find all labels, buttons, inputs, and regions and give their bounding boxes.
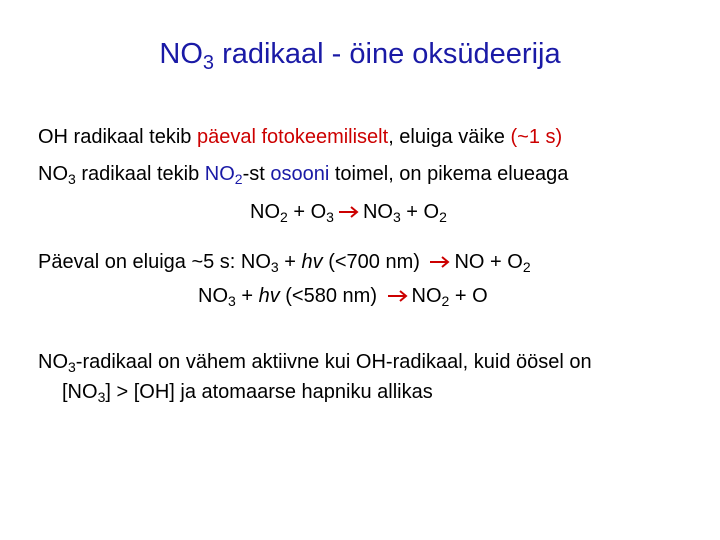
text-segment: Päeval on eluiga ~5 s: NO: [38, 251, 271, 273]
hv-symbol: hv: [258, 285, 280, 307]
title-no: NO: [159, 38, 203, 70]
subscript: 3: [228, 293, 236, 309]
subscript: 2: [441, 293, 450, 309]
line-reaction-formation: [250, 200, 447, 224]
text-highlight: osooni: [270, 163, 330, 185]
text-segment: + O: [449, 285, 488, 307]
subscript: 3: [68, 171, 76, 187]
text-segment: radikaal tekib: [75, 163, 205, 185]
text-segment: NO: [198, 285, 228, 307]
subscript: 2: [234, 171, 243, 187]
text-segment: NO + O: [454, 251, 523, 273]
subscript: 3: [270, 259, 279, 275]
subscript: 3: [68, 359, 76, 375]
subscript: 2: [439, 209, 447, 225]
text-segment: (<700 nm): [322, 251, 426, 273]
text-highlight: NO: [204, 163, 235, 185]
right-arrow-icon: [338, 205, 360, 219]
text-segment: NO: [411, 285, 442, 307]
subscript: 2: [280, 209, 288, 225]
text-segment: + O: [287, 201, 327, 223]
subscript: 3: [97, 389, 106, 405]
text-segment: toimel, on pikema elueaga: [329, 163, 569, 185]
subscript: 3: [392, 209, 401, 225]
text-segment: ] > [OH] ja atomaarse hapniku allikas: [105, 381, 433, 403]
text-segment: -st: [242, 163, 271, 185]
line-daytime-photolysis-1: [38, 250, 531, 274]
line-oh-radical: [38, 125, 562, 149]
text-highlight: päeval fotokeemiliselt: [196, 126, 389, 148]
text-segment: (<580 nm): [279, 285, 383, 307]
text-segment: NO: [38, 163, 68, 185]
text-segment: [NO: [62, 381, 98, 403]
slide-title: [0, 38, 720, 74]
text-segment: NO: [250, 201, 280, 223]
line-concentration-comparison: [62, 380, 433, 404]
line-no3-radical: [38, 162, 568, 186]
title-subscript: 3: [202, 52, 215, 74]
text-segment: -radikaal on vähem aktiivne kui OH-radikaal, kuid öösel on: [75, 351, 592, 373]
line-daytime-photolysis-2: [198, 284, 488, 308]
line-no3-less-active: [38, 350, 592, 374]
text-segment: + O: [400, 201, 440, 223]
subscript: 3: [326, 209, 334, 225]
right-arrow-icon: [429, 255, 451, 269]
hv-symbol: hv: [301, 251, 323, 273]
text-segment: NO: [362, 201, 393, 223]
text-highlight: (~1 s): [510, 126, 563, 148]
text-segment: , eluiga väike: [388, 126, 511, 148]
text-segment: +: [235, 285, 259, 307]
subscript: 2: [522, 259, 531, 275]
right-arrow-icon: [387, 289, 409, 303]
text-segment: NO: [38, 351, 68, 373]
title-rest: radikaal - öine oksüdeerija: [214, 38, 561, 70]
text-segment: OH radikaal tekib: [38, 126, 197, 148]
text-segment: +: [278, 251, 302, 273]
